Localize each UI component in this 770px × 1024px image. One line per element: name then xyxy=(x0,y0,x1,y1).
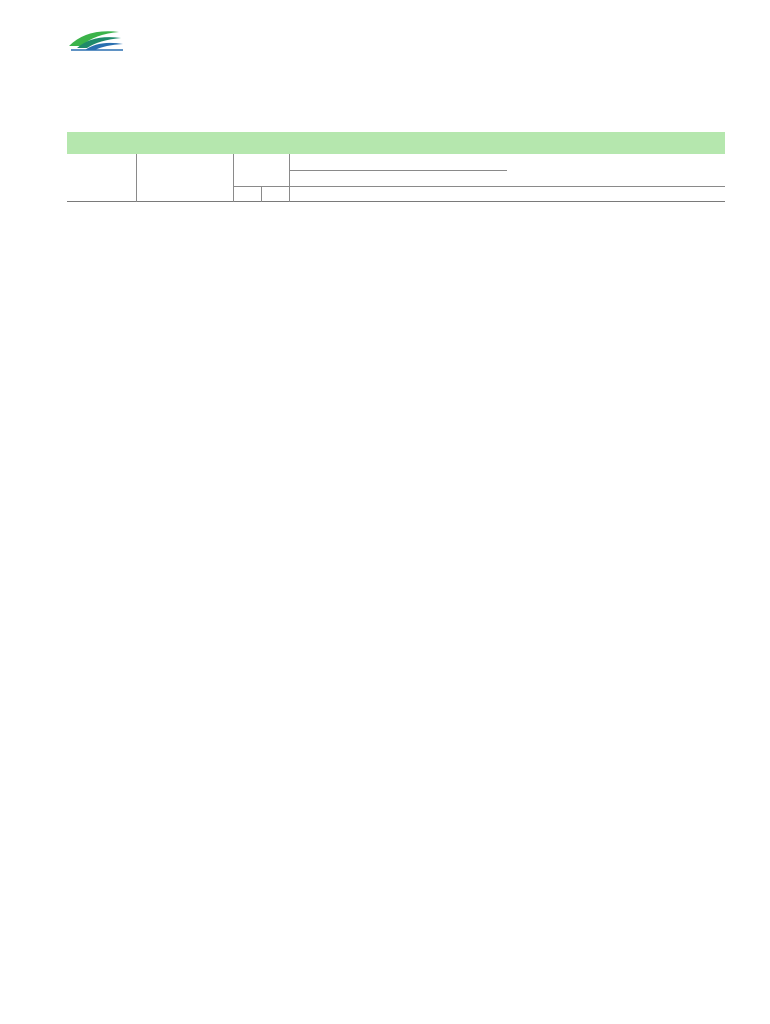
divider xyxy=(289,170,507,171)
divider xyxy=(136,154,137,202)
page-header xyxy=(0,0,770,70)
logo-swoosh-icon xyxy=(67,26,207,62)
divider xyxy=(233,154,234,202)
hcf-logo xyxy=(67,26,207,62)
divider xyxy=(289,154,290,202)
table-banner xyxy=(67,132,725,154)
divider xyxy=(261,186,262,202)
divider xyxy=(233,186,725,187)
price-table-header xyxy=(67,154,725,202)
